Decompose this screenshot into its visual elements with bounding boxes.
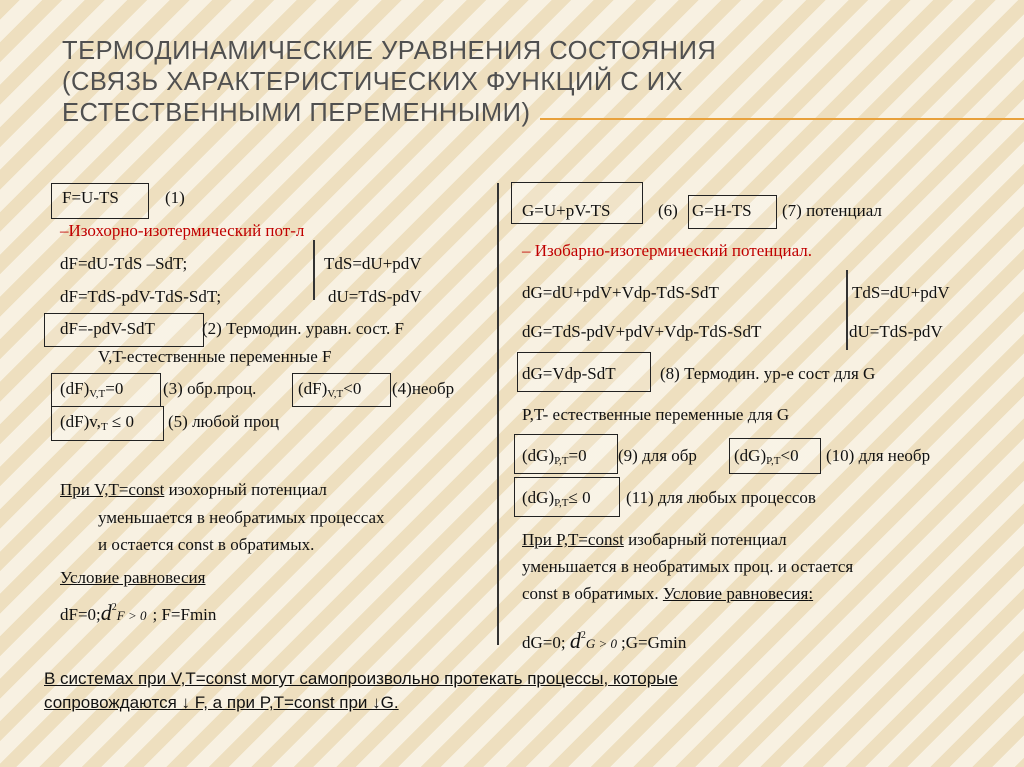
g-definition-number-7: (7) потенциал [782,201,882,220]
g-definition-number-6: (6) [658,201,678,220]
left-equilibrium-condition: $dF=0;d^2F > 0$ ; F=Fmin [60,600,217,625]
condition-3-label: (3) обр.проц. [163,379,257,398]
right-paragraph-line-2: уменьшается в необратимых проц. и остается [522,557,854,576]
g-potential-name: – Изобарно-изотермический потенциал. [522,241,812,260]
condition-9: $(dG)_{P,T}=0$ [522,446,587,467]
dg-equation-2: dG=TdS-pdV+pdV+Vdp-TdS-SdT [522,322,762,341]
f-potential-name: –Изохорно-изотермический пот-л [60,221,305,240]
condition-11-label: (11) для любых процессов [626,488,816,507]
g-definition-2: G=H-TS [692,201,752,220]
g-definition: G=U+pV-TS [522,201,611,220]
slide-title [62,36,1002,129]
title-line-3: ЕСТЕСТВЕННЫМИ ПЕРЕМЕННЫМИ) [62,99,531,127]
left-equilibrium-heading: Условие равновесия [60,568,206,587]
left-paragraph-line-1: При V,T=const изохорный потенциал [60,480,327,499]
f-definition-number: (1) [165,188,185,207]
f-definition: F=U-TS [62,188,119,207]
condition-5-label: (5) любой проц [168,412,279,431]
condition-10-label: (10) для необр [826,446,931,465]
condition-4-label: (4)необр [392,379,455,398]
conclusion-line-1: В системах при V,T=const могут самопроизвольно протекать процессы, которые [44,669,678,688]
conclusion-line-2: сопровождаются ↓ F, а при P,T=const при ↓G. [44,693,399,712]
conclusion-text [44,667,678,715]
du-equation-left: dU=TdS-pdV [328,287,422,306]
left-paragraph-line-3: и остается const в обратимых. [98,535,315,554]
left-equation-separator [313,240,315,300]
equation-8-label: (8) Термодин. ур-е сост для G [660,364,876,383]
right-paragraph-line-1: При P,T=const изобарный потенциал [522,530,787,549]
tds-equation-left: TdS=dU+pdV [324,254,422,273]
f-natural-variables: V,T-естественные переменные F [98,347,332,366]
right-equation-separator [846,270,848,350]
du-equation-right: dU=TdS-pdV [849,322,943,341]
df-equation-2: dF=TdS-pdV-TdS-SdT; [60,287,222,306]
right-equilibrium-condition: dG=0; $d^2G > 0$ ;G=Gmin [522,628,687,653]
equation-2-label: (2) Термодин. уравн. сост. F [202,319,404,338]
condition-3: $(dF)_{V,T}=0$ [60,379,124,400]
condition-5: $(dF)v,_T \le 0$ [60,412,135,433]
tds-equation-right: TdS=dU+pdV [852,283,950,302]
condition-11: $(dG)_{P,T}\le 0$ [522,488,591,509]
dg-state-equation: dG=Vdp-SdT [522,364,616,383]
df-state-equation: dF=-pdV-SdT [60,319,155,338]
right-paragraph-line-3: const в обратимых. Условие равновесия: [522,584,814,603]
dg-equation-1: dG=dU+pdV+Vdp-TdS-SdT [522,283,719,302]
g-natural-variables: P,T- естественные переменные для G [522,405,790,424]
condition-9-label: (9) для обр [618,446,697,465]
condition-4: $(dF)_{V,T}<0$ [298,379,362,400]
title-line-1: ТЕРМОДИНАМИЧЕСКИЕ УРАВНЕНИЯ СОСТОЯНИЯ [62,37,717,65]
condition-10: $(dG)_{P,T}<0$ [734,446,799,467]
title-line-2: (СВЯЗЬ ХАРАКТЕРИСТИЧЕСКИХ ФУНКЦИЙ С ИХ [62,68,684,96]
column-divider [497,183,499,645]
title-accent-rule [540,118,1024,120]
df-equation-1: dF=dU-TdS –SdT; [60,254,188,273]
left-paragraph-line-2: уменьшается в необратимых процессах [98,508,385,527]
